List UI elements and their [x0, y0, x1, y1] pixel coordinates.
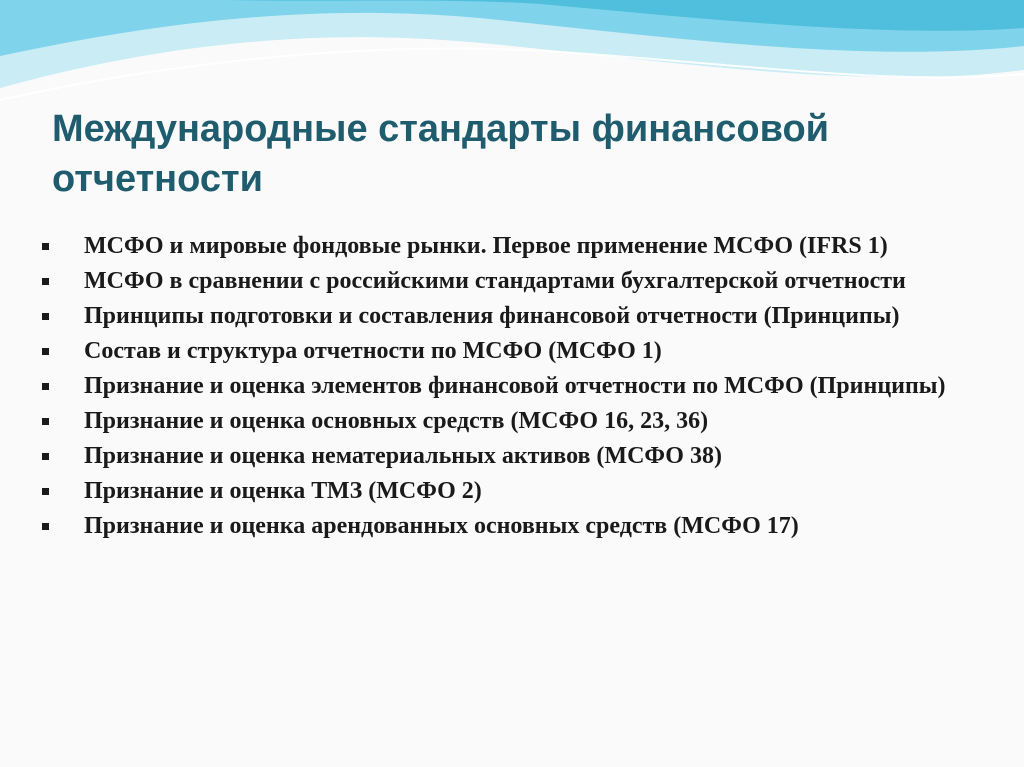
square-bullet-icon [42, 418, 49, 425]
bullet-text: МСФО и мировые фондовые рынки. Первое применение МСФО (IFRS 1) [84, 233, 888, 259]
square-bullet-icon [42, 488, 49, 495]
bullet-item [42, 475, 1007, 507]
bullet-text: Состав и структура отчетности по МСФО (МСФО 1) [84, 338, 662, 364]
bullet-item [42, 370, 1007, 402]
square-bullet-icon [42, 348, 49, 355]
bullet-item [42, 440, 1007, 472]
bullet-item [42, 405, 1007, 437]
bullet-item [42, 300, 1007, 332]
square-bullet-icon [42, 383, 49, 390]
bullet-item [42, 230, 1007, 262]
bullet-text: МСФО в сравнении с российскими стандартами бухгалтерской отчетности [84, 268, 906, 294]
bullet-text: Признание и оценка элементов финансовой отчетности по МСФО (Принципы) [84, 373, 946, 399]
square-bullet-icon [42, 278, 49, 285]
bullet-text: Признание и оценка арендованных основных средств (МСФО 17) [84, 513, 799, 539]
bullet-list [42, 230, 1007, 545]
bullet-text: Принципы подготовки и составления финансовой отчетности (Принципы) [84, 303, 900, 329]
wave-header-decoration [0, 0, 1024, 120]
bullet-item [42, 510, 1007, 542]
bullet-text: Признание и оценка ТМЗ (МСФО 2) [84, 478, 482, 504]
square-bullet-icon [42, 243, 49, 250]
bullet-text: Признание и оценка нематериальных активов (МСФО 38) [84, 443, 722, 469]
bullet-item [42, 335, 1007, 367]
square-bullet-icon [42, 313, 49, 320]
square-bullet-icon [42, 523, 49, 530]
bullet-item [42, 265, 1007, 297]
bullet-text: Признание и оценка основных средств (МСФО 16, 23, 36) [84, 408, 709, 434]
slide-title: Международные стандарты финансовой отчетности [52, 108, 830, 200]
square-bullet-icon [42, 453, 49, 460]
